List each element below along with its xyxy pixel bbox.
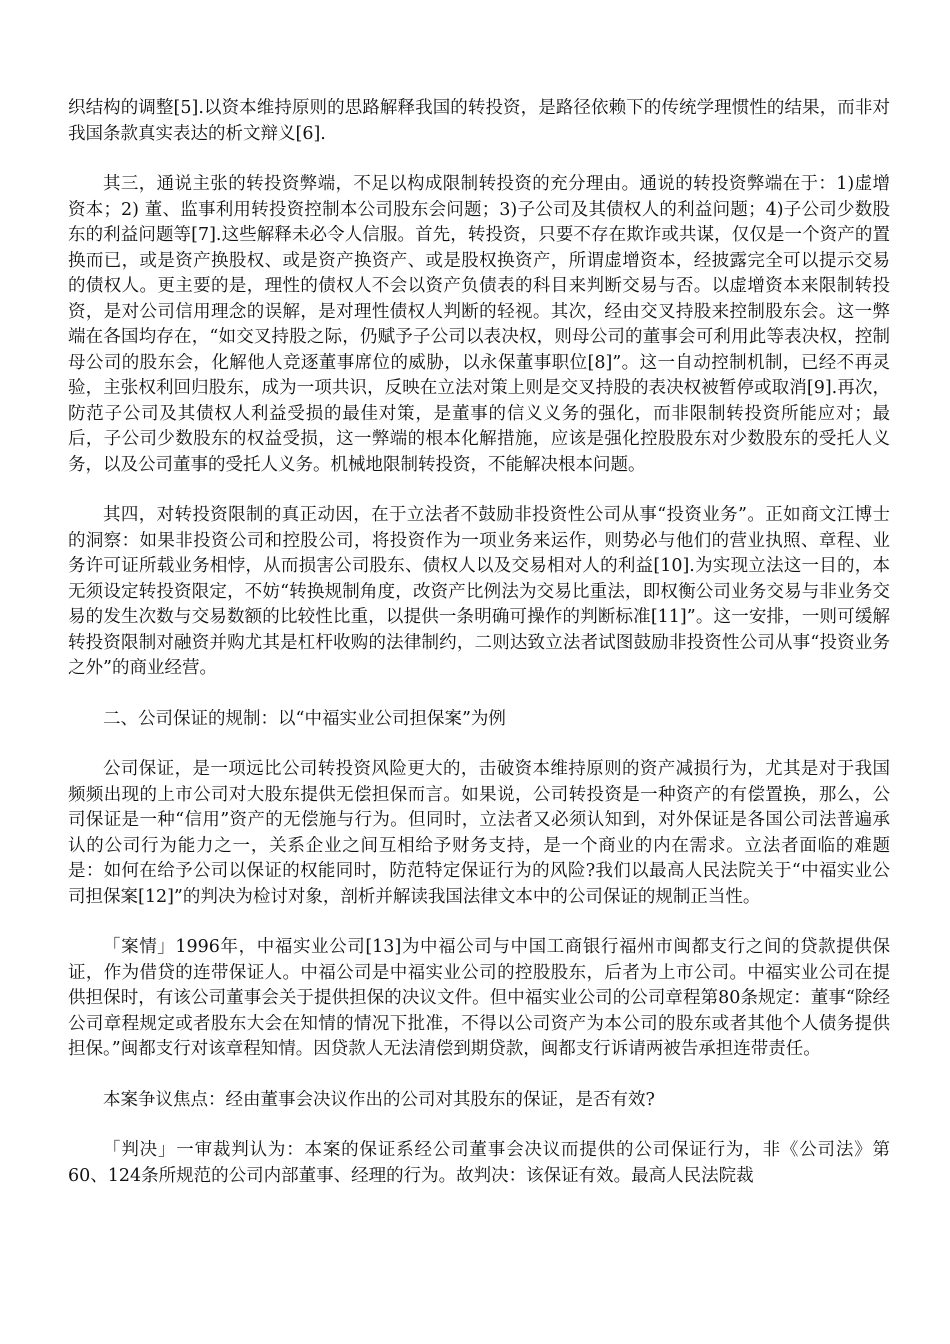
paragraph-point-four: 其四，对转投资限制的真正动因，在于立法者不鼓励非投资性公司从事“投资业务”。正如商文江博士的洞察：如果非投资公司和控股公司，将投资作为一项业务来运作，则势必与他们的营业执照、章程、业务许可证所载业务相悖，从而损害公司股东、债权人以及交易相对人的利益[10].为实现立法这一目的，本无须设定转投资限定，不妨“转换规制角度，改资产比例法为交易比重法，即权衡公司业务交易与非业务交易的发生次数与交易数额的比较性比重，以提供一条明确可操作的判断标准[11]”。这一安排，一则可缓解转投资限制对融资并购尤其是杠杆收购的法律制约，二则达致立法者试图鼓励非投资性公司从事“投资业务之外”的商业经营。: [68, 505, 890, 678]
paragraph-continuation: 织结构的调整[5].以资本维持原则的思路解释我国的转投资，是路径依赖下的传统学理惯性的结果，而非对我国条款真实表达的析文辩义[6].: [68, 98, 890, 144]
paragraph-case-facts: 「案情」1996年，中福实业公司[13]为中福公司与中国工商银行福州市闽都支行之间的贷款提供保证，作为借贷的连带保证人。中福公司是中福实业公司的控股股东，后者为上市公司。中福实业公司在提供担保时，有该公司董事会关于提供担保的决议文件。但中福实业公司的公司章程第80条规定：董事“除经公司章程规定或者股东大会在知情的情况下批准，不得以公司资产为本公司的股东或者其他个人债务提供担保。”闽都支行对该章程知情。因贷款人无法清偿到期贷款，闽都支行诉请两被告承担连带责任。: [68, 937, 890, 1059]
paragraph-judgment: 「判决」一审裁判认为：本案的保证系经公司董事会决议而提供的公司保证行为，非《公司法》第60、124条所规范的公司内部董事、经理的行为。故判决：该保证有效。最高人民法院裁: [68, 1140, 890, 1186]
document-body: [68, 96, 890, 1214]
paragraph-dispute-focus: 本案争议焦点：经由董事会决议作出的公司对其股东的保证，是否有效?: [103, 1089, 655, 1110]
paragraph-company-guarantee: 公司保证，是一项远比公司转投资风险更大的，击破资本维持原则的资产减损行为，尤其是对于我国频频出现的上市公司对大股东提供无偿担保而言。如果说，公司转投资是一种资产的有偿置换，那么，公司保证是一种“信用”资产的无偿施与行为。但同时，立法者又必须认知到，对外保证是各国公司法普遍承认的公司行为能力之一，关系企业之间互相给予财务支持，是一个商业的内在需求。立法者面临的难题是：如何在给予公司以保证的权能同时，防范特定保证行为的风险?我们以最高人民法院关于“中福实业公司担保案[12]”的判决为检讨对象，剖析并解读我国法律文本中的公司保证的规制正当性。: [68, 759, 890, 907]
paragraph-point-three: 其三，通说主张的转投资弊端，不足以构成限制转投资的充分理由。通说的转投资弊端在于：1)虚增资本；2) 董、监事利用转投资控制本公司股东会问题；3)子公司及其债权人的利益问题；4)子公司少数股东的利益问题等[7].这些解释未必令人信服。首先，转投资，只要不存在欺诈或共谋，仅仅是一个资产的置换而已，或是资产换股权、或是资产换资产、或是股权换资产，所谓虚增资本，经披露完全可以提示交易的债权人。更主要的是，理性的债权人不会以资产负债表的科目来判断交易与否。以虚增资本来限制转投资，是对公司信用理念的误解，是对理性债权人判断的轻视。其次，经由交叉持股来控制股东会。这一弊端在各国均存在，“如交叉持股之际，仍赋予子公司以表决权，则母公司的董事会可利用此等表决权，控制母公司的股东会，化解他人竞逐董事席位的威胁，以永保董事职位[8]”。这一自动控制机制，已经不再灵验，主张权利回归股东，成为一项共识，反映在立法对策上则是交叉持股的表决权被暂停或取消[9].再次，防范子公司及其债权人利益受损的最佳对策，是董事的信义义务的强化，而非限制转投资所能应对；最后，子公司少数股东的权益受损，这一弊端的根本化解措施，应该是强化控股股东对少数股东的受托人义务，以及公司董事的受托人义务。机械地限制转投资，不能解决根本问题。: [68, 174, 890, 475]
section-heading: 二、公司保证的规制：以“中福实业公司担保案”为例: [103, 708, 506, 729]
